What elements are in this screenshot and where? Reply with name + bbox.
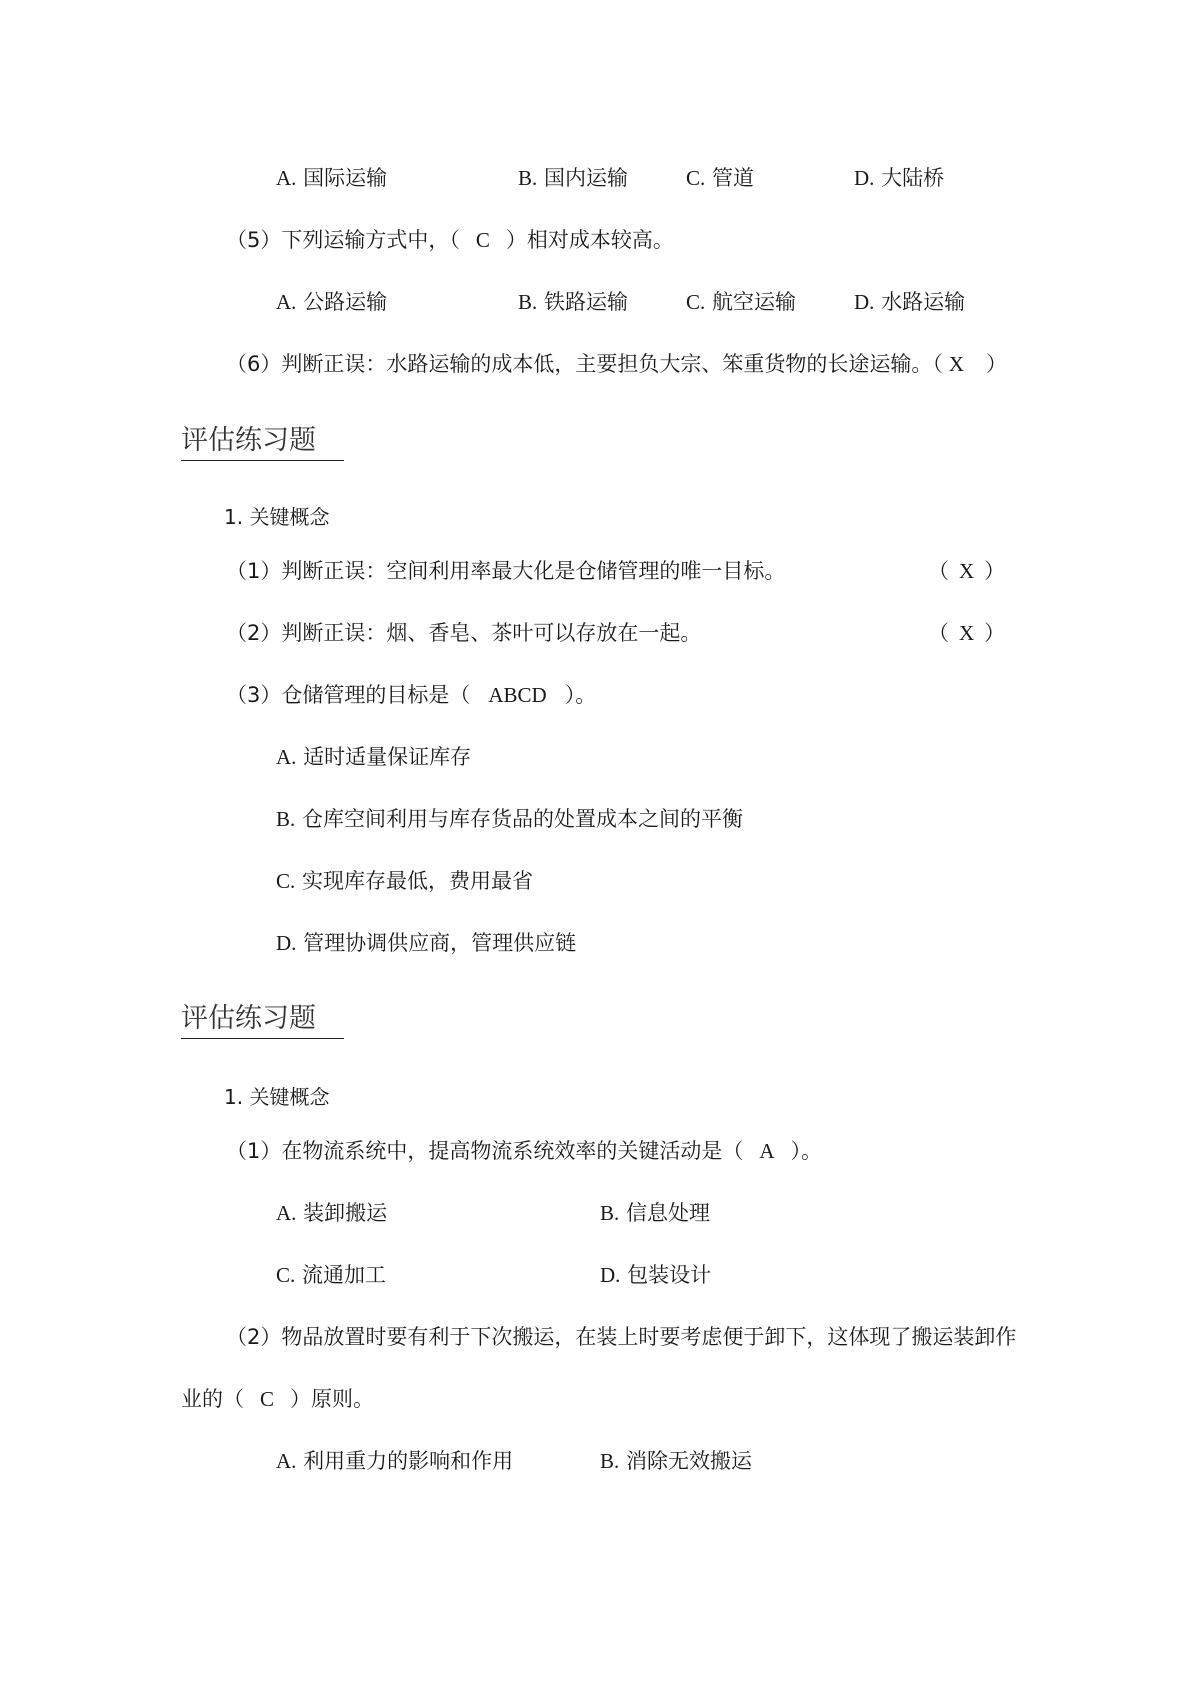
- option-d: D. 管理协调供应商，管理供应链: [276, 931, 577, 955]
- option-a: A. 适时适量保证库存: [276, 745, 472, 769]
- option-b: B. 信息处理: [600, 1201, 710, 1225]
- option-c: C. 流通加工: [276, 1263, 386, 1287]
- option-b: B. 仓库空间利用与库存货品的处置成本之间的平衡: [276, 807, 743, 831]
- question-3: （3）仓储管理的目标是（ ABCD ）。: [226, 683, 597, 707]
- option-c: C. 管道: [686, 166, 754, 190]
- question-1: （1）在物流系统中，提高物流系统效率的关键活动是（ A ）。: [226, 1139, 823, 1163]
- option-a: A. 装卸搬运: [276, 1201, 388, 1225]
- option-d: D. 水路运输: [854, 290, 966, 314]
- section-subheading: 1. 关键概念: [224, 1085, 330, 1109]
- option-a: A. 公路运输: [276, 290, 388, 314]
- option-d: D. 包装设计: [600, 1263, 712, 1287]
- question-2-continuation: 业的（ C ）原则。: [181, 1387, 375, 1411]
- option-a: A. 利用重力的影响和作用: [276, 1449, 514, 1473]
- question-5: （5）下列运输方式中，（ C ）相对成本较高。: [226, 228, 674, 252]
- question-2: （2）判断正误：烟、香皂、茶叶可以存放在一起。: [226, 621, 702, 645]
- option-c: C. 航空运输: [686, 290, 796, 314]
- answer-bracket: （ X ）: [928, 621, 1006, 645]
- section-subheading: 1. 关键概念: [224, 505, 330, 529]
- option-d: D. 大陆桥: [854, 166, 945, 190]
- section-heading: 评估练习题: [181, 1002, 344, 1039]
- answer-bracket: （ X ）: [928, 559, 1006, 583]
- option-b: B. 消除无效搬运: [600, 1449, 752, 1473]
- option-c: C. 实现库存最低，费用最省: [276, 869, 533, 893]
- option-a: A. 国际运输: [276, 166, 388, 190]
- question-6: （6）判断正误：水路运输的成本低，主要担负大宗、笨重货物的长途运输。（ X ）: [226, 352, 1008, 376]
- option-b: B. 国内运输: [518, 166, 628, 190]
- section-heading: 评估练习题: [181, 424, 344, 461]
- option-b: B. 铁路运输: [518, 290, 628, 314]
- question-2: （2）物品放置时要有利于下次搬运，在装上时要考虑便于卸下，这体现了搬运装卸作: [226, 1325, 1017, 1349]
- question-1: （1）判断正误：空间利用率最大化是仓储管理的唯一目标。: [226, 559, 786, 583]
